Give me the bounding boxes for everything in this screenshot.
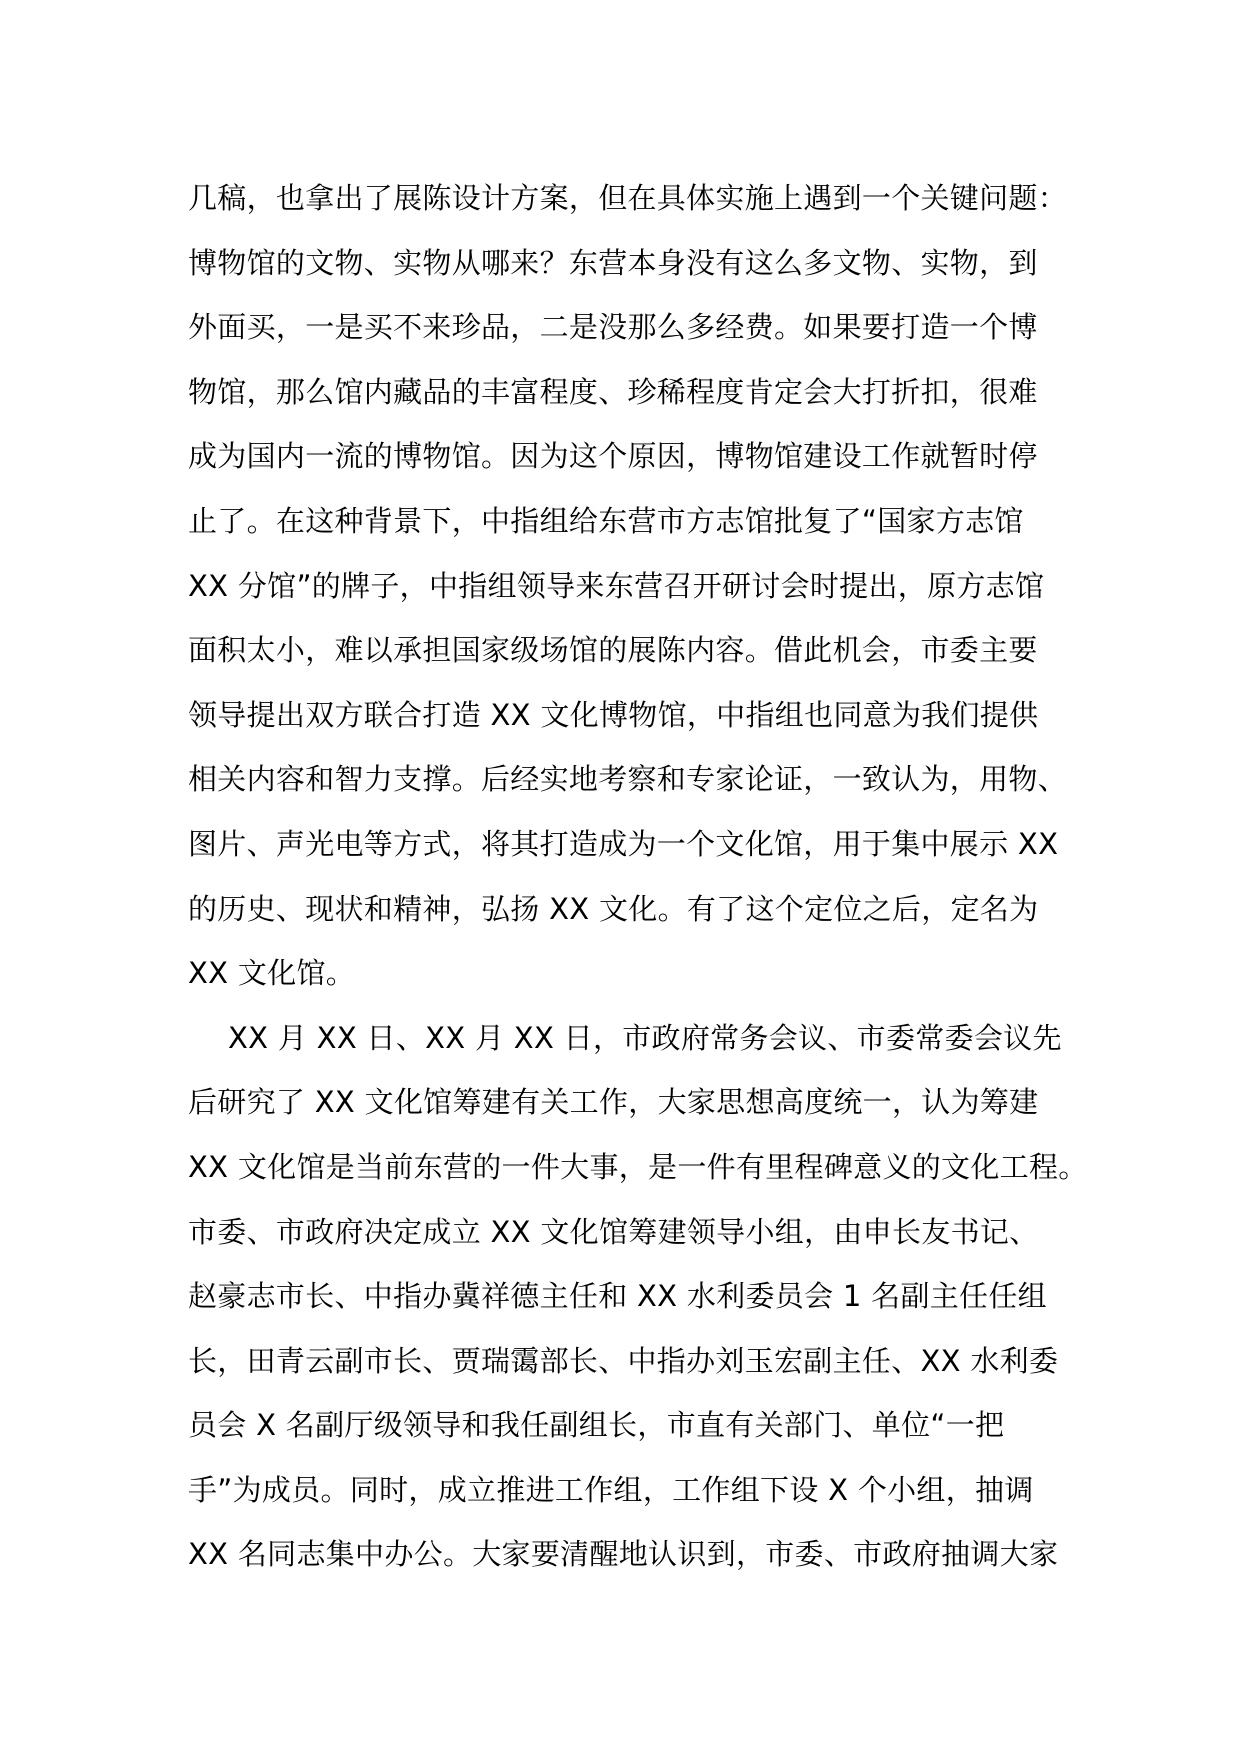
text-line: 后研究了 XX 文化馆筹建有关工作，大家思想高度统一，认为筹建 (188, 1085, 1039, 1120)
text-line: 员会 X 名副厅级领导和我任副组长，市直有关部门、单位“一把 (188, 1408, 1005, 1443)
text-line: 手”为成员。同时，成立推进工作组，工作组下设 X 个小组，抽调 (188, 1472, 1034, 1507)
paragraph-start-line: XX 月 XX 日、XX 月 XX 日，市政府常务会议、市委常委会议先 (228, 1020, 1062, 1055)
text-line: XX 文化馆。 (188, 956, 356, 991)
text-line: 领导提出双方联合打造 XX 文化博物馆，中指组也同意为我们提供 (188, 697, 1039, 732)
text-line: XX 名同志集中办公。大家要清醒地认识到，市委、市政府抽调大家 (188, 1537, 1059, 1572)
text-line: 赵豪志市长、中指办冀祥德主任和 XX 水利委员会 1 名副主任任组 (188, 1279, 1047, 1314)
text-line: 面积太小，难以承担国家级场馆的展陈内容。借此机会，市委主要 (188, 633, 1038, 668)
body-text (188, 166, 1088, 1587)
text-line: 市委、市政府决定成立 XX 文化馆筹建领导小组，由申长友书记、 (188, 1214, 1039, 1249)
text-line: 物馆，那么馆内藏品的丰富程度、珍稀程度肯定会大打折扣，很难 (188, 374, 1038, 409)
text-line: 图片、声光电等方式，将其打造成为一个文化馆，用于集中展示 XX (188, 826, 1059, 861)
text-line: 成为国内一流的博物馆。因为这个原因，博物馆建设工作就暂时停 (188, 439, 1038, 474)
text-line: 的历史、现状和精神，弘扬 XX 文化。有了这个定位之后，定名为 (188, 891, 1039, 926)
text-line: 长，田青云副市长、贾瑞霭部长、中指办刘玉宏副主任、XX 水利委 (188, 1343, 1059, 1378)
text-line: XX 文化馆是当前东营的一件大事，是一件有里程碑意义的文化工程。 (188, 1149, 1088, 1184)
text-line: 外面买，一是买不来珍品，二是没那么多经费。如果要打造一个博 (188, 310, 1038, 345)
text-line: 相关内容和智力支撑。后经实地考察和专家论证，一致认为，用物、 (188, 762, 1068, 797)
text-line: XX 分馆”的牌子，中指组领导来东营召开研讨会时提出，原方志馆 (188, 568, 1045, 603)
text-line: 止了。在这种背景下，中指组给东营市方志馆批复了“国家方志馆 (188, 503, 1024, 538)
text-line: 几稿，也拿出了展陈设计方案，但在具体实施上遇到一个关键问题： (188, 181, 1068, 215)
text-line: 博物馆的文物、实物从哪来？东营本身没有这么多文物、实物，到 (188, 245, 1038, 280)
